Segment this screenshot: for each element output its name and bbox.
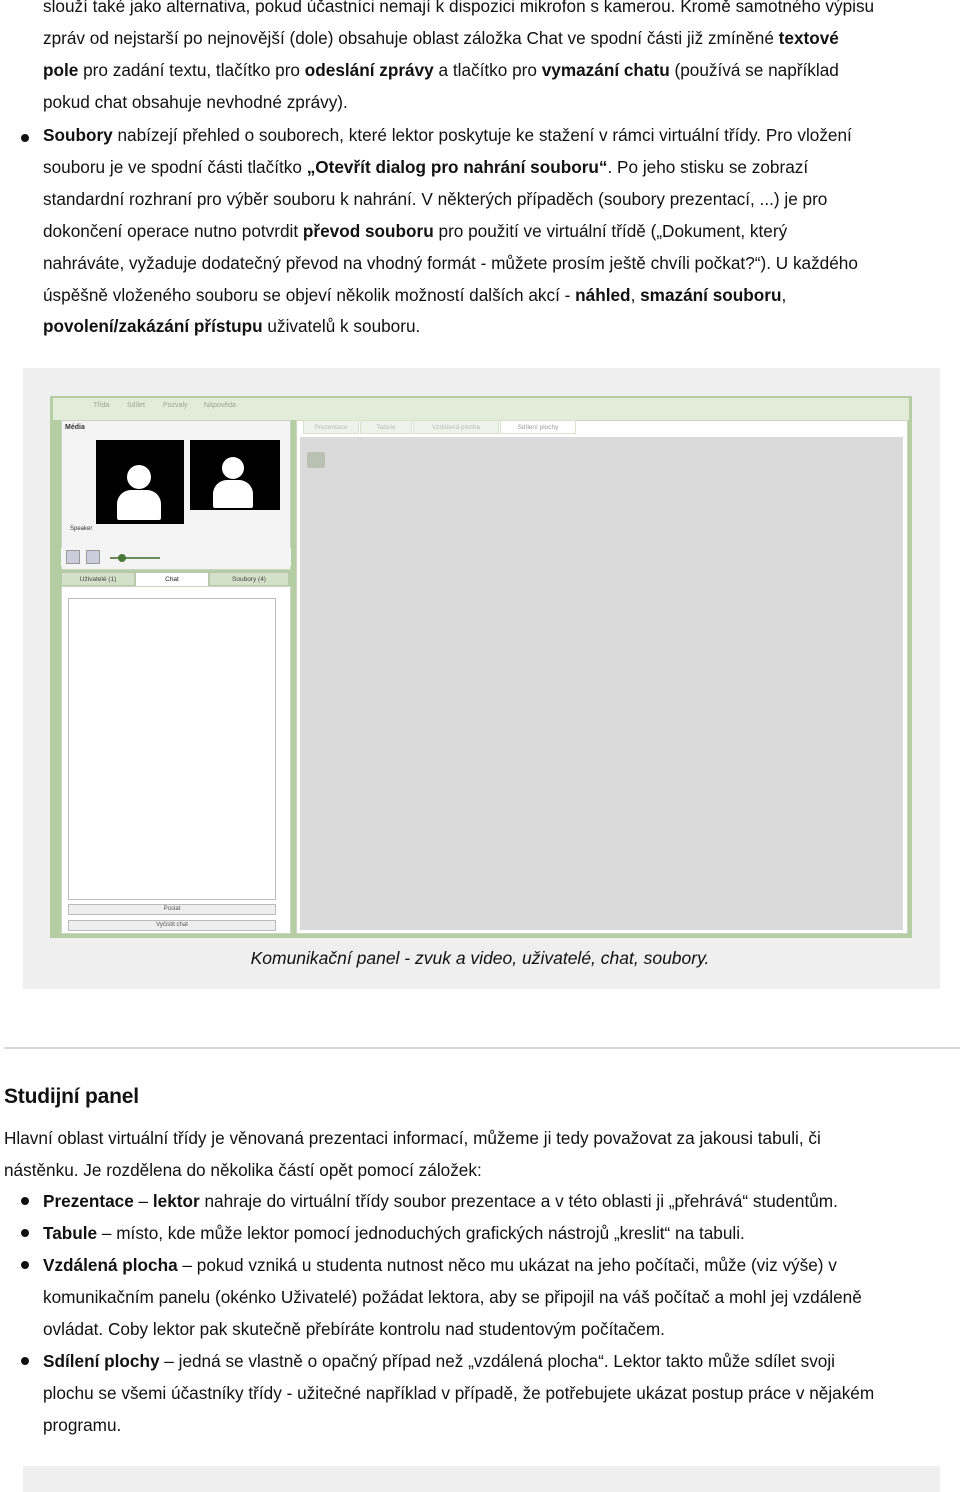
text-line (43, 91, 348, 113)
text: . Po jeho stisku se zobrazí (607, 156, 809, 177)
text-line (43, 1414, 121, 1436)
section-divider (4, 1047, 960, 1049)
media-label: Média (65, 424, 85, 431)
text-line (43, 0, 874, 17)
text: – místo, kde může lektor pomocí jednoduchých grafických nástrojů „kreslit“ na tabuli. (97, 1223, 745, 1243)
bold-text: Prezentace (43, 1191, 134, 1211)
bullet (21, 1357, 29, 1365)
camera-button[interactable] (86, 550, 100, 564)
text-line (4, 1159, 482, 1181)
bold-text: lektor (152, 1191, 200, 1211)
menu-item-trida[interactable]: Třída (93, 402, 110, 409)
study-area (300, 437, 903, 930)
text: Hlavní oblast virtuální třídy je věnovaná prezentaci informací, můžeme ji tedy považovat za jakousi tabuli, či (4, 1128, 821, 1148)
text: úspěšně vloženého souboru se objeví několik možností dalších akcí - (43, 284, 576, 305)
tab-files[interactable]: Soubory (4) (209, 572, 289, 586)
text-line (43, 1318, 665, 1340)
text: nahráváte, vyžaduje dodatečný převod na vhodný formát - můžete prosím ještě chvíli počkat?“). U každého (43, 252, 858, 273)
bullet (21, 1197, 29, 1205)
tab-chat[interactable]: Chat (135, 572, 209, 586)
text: (používá se například (669, 60, 839, 80)
volume-slider-knob[interactable] (118, 554, 126, 562)
text: , (781, 284, 787, 305)
tab-screen-sharing[interactable]: Sdílení plochy (500, 420, 576, 434)
text: komunikačním panelu (okénko Uživatelé) požádat lektora, aby se připojil na váš počítač a mohl jej vzdáleně (43, 1287, 862, 1307)
tab-remote-desktop[interactable]: Vzdálená plocha (413, 420, 499, 434)
text-line (43, 188, 827, 210)
menu-item-pozvaly[interactable]: Pozvaly (163, 402, 188, 409)
bold-text: „Otevřít dialog pro nahrání souboru“ (306, 156, 608, 177)
bold-text: textové (778, 28, 839, 48)
text-line (43, 59, 839, 81)
menu-item-sdilet[interactable]: Sdílet (127, 402, 145, 409)
text: pokud chat obsahuje nevhodné zprávy). (43, 92, 348, 112)
bold-text: náhled (575, 284, 631, 305)
send-button[interactable]: Poslat (68, 904, 276, 915)
text-line (43, 27, 839, 49)
text: – pokud vzniká u studenta nutnost něco mu ukázat na jeho počítači, může (viz výše) v (177, 1255, 837, 1275)
text: – jedná se vlastně o opačný případ než „vzdálená plocha“. Lektor takto může sdílet svoji (159, 1351, 835, 1371)
text-line (4, 1127, 821, 1149)
tab-users[interactable]: Uživatelé (1) (61, 572, 135, 586)
text: zpráv od nejstarší po nejnovější (dole) obsahuje oblast záložka Chat ve spodní části již zmíněné (43, 28, 779, 48)
text: standardní rozhraní pro výběr souboru k nahrání. V některých případěch (soubory prezentací, ...) je pro (43, 188, 828, 209)
clear-chat-button[interactable]: Vyčistit chat (68, 920, 276, 931)
text: pro zadání textu, tlačítko pro (78, 60, 305, 80)
section-title: Studijní panel (4, 1085, 139, 1108)
text-line (43, 220, 787, 242)
text-line (43, 315, 420, 337)
microphone-button[interactable] (66, 550, 80, 564)
text: dokončení operace nutno potvrdit (43, 220, 303, 241)
bold-text: Tabule (43, 1223, 98, 1243)
tab-presentation[interactable]: Prezentace (303, 420, 359, 434)
person-icon (222, 457, 244, 479)
bold-text: odeslání zprávy (304, 60, 434, 80)
next-figure-box (23, 1466, 940, 1492)
text-line (43, 156, 808, 178)
speaker-label: Speaker (70, 526, 93, 532)
tab-whiteboard[interactable]: Tabule (360, 420, 412, 434)
bold-text: povolení/zakázání přístupu (43, 316, 263, 337)
menu-item-napoveda[interactable]: Nápověda (204, 402, 236, 409)
text: nástěnku. Je rozdělena do několika částí opět pomocí záložek: (4, 1159, 482, 1180)
text: slouží také jako alternativa, pokud účastníci nemají k dispozici mikrofon s kamerou. Kromě samotného výpisu (43, 0, 875, 16)
bold-text: Sdílení plochy (43, 1351, 160, 1371)
text-line (43, 1382, 874, 1404)
bold-text: pole (43, 60, 79, 80)
text: pro použití ve virtuální třídě („Dokument, který (433, 220, 788, 241)
bold-text: převod souboru (302, 220, 434, 241)
bullet-soubory (21, 134, 29, 142)
bullet (21, 1229, 29, 1237)
text-line (43, 1286, 862, 1308)
text-line (43, 252, 858, 274)
text: a tlačítko pro (433, 60, 542, 80)
figure-caption: Komunikační panel - zvuk a video, uživatelé, chat, soubory. (250, 948, 710, 968)
person-icon (117, 490, 161, 520)
text: souboru je ve spodní části tlačítko (43, 156, 307, 177)
bold-text: vymazání chatu (541, 60, 670, 80)
screen-share-icon (307, 452, 325, 468)
text: nahraje do virtuální třídy soubor prezentace a v této oblasti ji „přehrává“ studentům. (199, 1191, 838, 1211)
text-line (43, 1190, 838, 1212)
bold-text: smazání souboru (640, 284, 782, 305)
text: plochu se všemi účastníky třídy - užitečné například v případě, že potřebujete ukázat postup práce v nějakém (43, 1383, 875, 1403)
text: programu. (43, 1415, 122, 1435)
person-icon (127, 465, 151, 489)
text: nabízejí přehled o souborech, které lektor poskytuje ke stažení v rámci virtuální třídy. Pro vložení (112, 125, 852, 145)
chat-log (68, 598, 276, 900)
text-line (43, 1350, 835, 1372)
text: , (630, 284, 641, 305)
bullet (21, 1261, 29, 1269)
text-line (43, 1254, 837, 1276)
text-line (43, 284, 786, 306)
text: uživatelů k souboru. (262, 316, 421, 337)
text-line (43, 1222, 745, 1244)
bold-text: Vzdálená plocha (43, 1255, 178, 1275)
text: ovládat. Coby lektor pak skutečně přebíráte kontrolu nad studentovým počítačem. (43, 1319, 665, 1339)
person-icon (213, 480, 253, 508)
text: – (133, 1191, 153, 1211)
text-line (43, 124, 852, 146)
bold-text: Soubory (43, 125, 113, 145)
